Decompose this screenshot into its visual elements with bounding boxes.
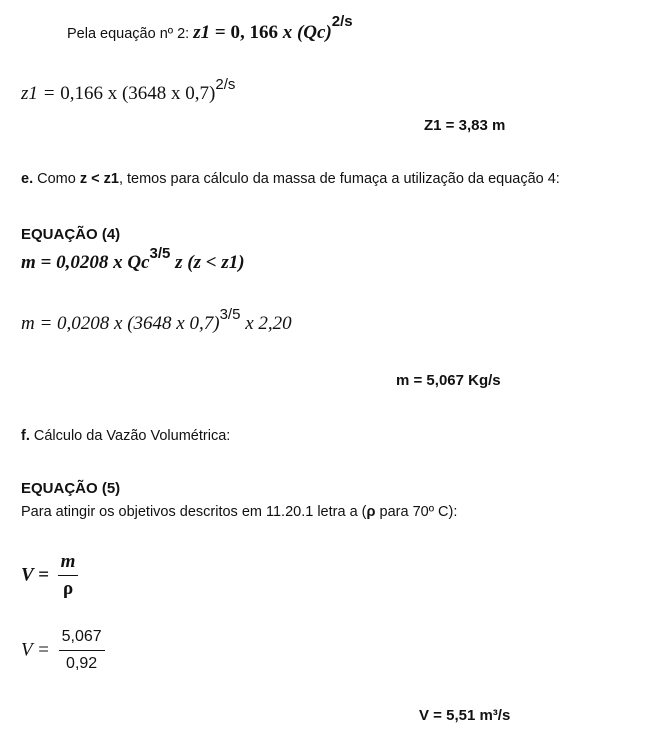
equation-4-right: z (z < z1)	[170, 252, 245, 273]
z1-calc-exponent: 2/s	[215, 76, 236, 93]
equation-2-paren: (Qc)	[296, 22, 332, 43]
calc-v-denominator: 0,92	[66, 655, 98, 672]
m-calc-left: m = 0,0208 x (3648 x 0,7)	[21, 313, 220, 334]
calc-v	[21, 626, 105, 675]
equation-2-equals: =	[210, 22, 231, 43]
equation-2-line	[67, 13, 353, 44]
equation-4-left: m = 0,0208 x Qc	[21, 252, 150, 273]
rho-symbol: ρ	[366, 504, 376, 520]
formula-v	[21, 551, 78, 600]
equation-4-formula	[21, 245, 245, 274]
calc-v-numerator: 5,067	[59, 626, 105, 651]
equation-2-coef: 0, 166	[230, 22, 278, 43]
equation-2-exponent: 2/s	[331, 13, 353, 30]
result-z1: Z1 = 3,83 m	[424, 117, 506, 134]
result-m: m = 5,067 Kg/s	[396, 372, 501, 389]
equation-5-text1: Para atingir os objetivos descritos em 11.20.1 letra a (	[21, 504, 367, 520]
z1-calculation	[21, 76, 236, 105]
m-calculation	[21, 306, 292, 335]
formula-v-denominator: ρ	[62, 578, 74, 599]
calc-v-fraction	[59, 626, 105, 675]
section-e-text1: Como	[33, 171, 80, 187]
section-e-condition: z < z1	[79, 171, 119, 187]
m-calc-right: x 2,20	[240, 313, 292, 334]
result-v: V = 5,51 m³/s	[419, 707, 511, 724]
equation-4-heading: EQUAÇÃO (4)	[21, 226, 121, 243]
section-f-label: f.	[21, 428, 30, 444]
equation-5-text	[21, 503, 457, 521]
z1-calc-lhs: z1 =	[21, 83, 61, 104]
equation-5-heading: EQUAÇÃO (5)	[21, 480, 121, 497]
equation-2-intro: Pela equação nº 2:	[67, 26, 194, 42]
formula-v-fraction	[58, 551, 79, 600]
formula-v-numerator: m	[58, 551, 79, 576]
equation-4-exponent: 3/5	[149, 245, 171, 262]
calc-v-lhs: V =	[21, 639, 55, 661]
equation-5-text2: para 70º C):	[375, 504, 458, 520]
equation-2-x: x	[277, 22, 297, 43]
section-e	[21, 170, 560, 188]
section-e-text2: , temos para cálculo da massa de fumaça a utilização da equação 4:	[118, 171, 560, 187]
m-calc-exponent: 3/5	[219, 306, 241, 323]
section-e-label: e.	[21, 171, 34, 187]
section-f	[21, 427, 230, 445]
z1-calc-body: 0,166 x (3648 x 0,7)	[60, 83, 216, 104]
section-f-text: Cálculo da Vazão Volumétrica:	[29, 428, 231, 444]
formula-v-lhs: V =	[21, 564, 54, 586]
equation-2-var: z1	[193, 22, 211, 43]
